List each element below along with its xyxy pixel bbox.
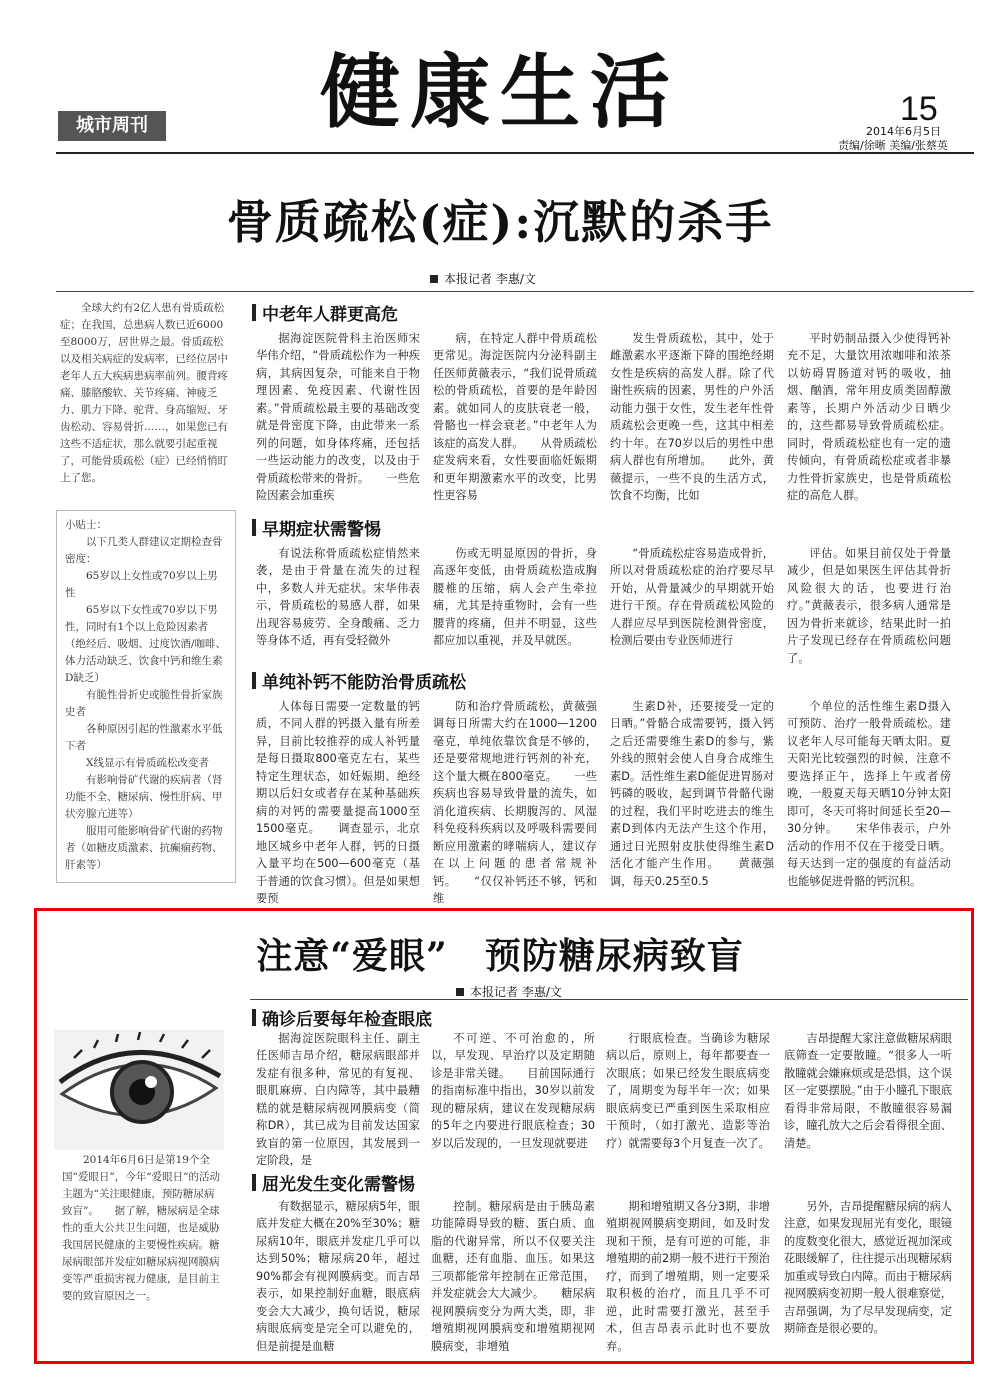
page-title: 健康生活 — [320, 45, 680, 139]
article-column: 行眼底检查。当确诊为糖尿病以后，原则上，每年都要查一次眼底；如果已经发生眼底病变了，周期变为每半年一次；如果眼底病变已严重到医生采取相应干预时，（如打激光、造影等治疗）就需要每3个月复查一次了。 — [606, 1032, 770, 1150]
article-column: 据海淀医院骨科主治医师宋华伟介绍，“骨质疏松作为一种疾病，其病因复杂，可能来自于物理因素、免疫因素、代谢性因素。”骨质疏松最主要的基础改变就是骨密度下降，由此带来一系列的问题，如身体疼痛，还包括一些运动能力的改变，以及由于骨质疏松带来的骨折。 一些危险因素会加重疾 — [256, 332, 420, 503]
article-column: 控制。糖尿病是由于胰岛素功能障碍导致的糖、蛋白质、血脂的代谢异常，所以不仅要关注血糖，还有血脂、血压。如果这三项都能常年控制在正常范围，并发症就会大大减少。 糖尿病视网膜病变分为两大类，即，非增殖期视网膜病变和增殖期视网膜病变，非增殖 — [431, 1200, 595, 1353]
issue-date: 2014年6月5日 — [866, 125, 941, 138]
article-headline: 骨质疏松(症):沉默的杀手 — [226, 195, 774, 249]
tips-item: 服用可能影响骨矿代谢的药物者（如糖皮质激素、抗癫痫药物、肝素等） — [65, 825, 223, 871]
tips-item: 各种原因引起的性激素水平低下者 — [65, 723, 223, 752]
article-column: 有数据显示，糖尿病5年，眼底并发症大概在20%至30%；糖尿病10年，眼底并发症几乎可以达到50%；糖尿病20年，超过90%都会有视网膜病变。而吉昂表示，如果控制好血糖，眼底病变会大大减少，换句话说，糖尿病眼底病变是完全可以避免的，但是前提是血糖 — [256, 1200, 420, 1353]
section-brand: 城市周刊 — [58, 111, 166, 141]
eye-photo — [54, 1030, 224, 1150]
article-lead: 全球大约有2亿人患有骨质疏松症；在我国，总患病人数已近6000至8000万，居世界之最。骨质疏松以及相关病症的发病率，已经位居中老年人五大疾病患病率前列。腰背疼痛、膝胳酸软、关节疼痛、神疲乏力、肌力下降、驼背、身高缩短、牙齿松动、容易骨折……，如果您已有这些不适症状，那么就要引起重视了，可能骨质疏松（症）已经悄悄盯上了您。 — [60, 302, 228, 484]
article-column: 不可逆、不可治愈的，所以，早发现、早治疗以及定期随诊是非常关键。 目前国际通行的指南标准中指出，30岁以前发现的糖尿病，建议在发现糖尿病的5年之内要进行眼底检查；30岁以后发现的，一旦发现就要进 — [431, 1032, 595, 1150]
section-heading: 确诊后要每年检查眼底 — [252, 1005, 432, 1030]
article-column: 人体每日需要一定数量的钙质，不同人群的钙摄入量有所差异，目前比较推荐的成人补钙量是每日摄取800毫克左右，某些特定生理状态，如妊娠期、绝经期以后妇女或者存在某种基础疾病的对钙的需要量提高1000至1500毫克。 调查显示，北京地区城乡中老年人群，钙的日摄入量平均在500—600毫克（基于普通的饮食习惯）。但是如果想要预 — [256, 700, 420, 906]
article-headline: 注意“爱眼” 预防糖尿病致盲 — [256, 935, 744, 977]
article-column: 伤或无明显原因的骨折，身高逐年变低，由骨质疏松造成胸腰椎的压缩，病人会产生牵拉痛，尤其是持重物时，会有一些腰背的疼痛，但并不明显，这些都应加以重视，并及早就医。 — [433, 547, 597, 648]
section-heading: 中老年人群更高危 — [252, 300, 398, 325]
tips-item: 65岁以上女性或70岁以上男性 — [65, 570, 218, 599]
article-column: 发生骨质疏松，其中，处于雌激素水平逐渐下降的围绝经期女性是疾病的高发人群。除了代谢性疾病的因素，男性的户外活动能力强于女性，发生老年性骨质疏松会更晚一些，这其中相差约十年。在70岁以后的男性中患病人群也有所增加。 此外，黄薇提示，一些不良的生活方式，饮食不均衡，比如 — [610, 332, 774, 503]
tips-box — [56, 510, 236, 883]
section-heading: 屈光发生变化需警惕 — [252, 1170, 415, 1195]
article-column: 生素D补，还要接受一定的日晒。”骨骼合成需要钙，摄入钙之后还需要维生素D的参与，紫外线的照射会使人自身合成维生素D。活性维生素D能促进胃肠对钙磷的吸收，起到调节骨骼代谢的过程，我们平时吃进去的维生素D到体内无法产生这个作用，通过日光照射皮肤使得维生素D活化才能产生作用。 黄薇强调，每天0.25至0.5 — [610, 700, 774, 888]
editor-credits: 责编/徐晰 美编/张蔡英 — [838, 139, 948, 152]
article-byline: 本报记者 李惠/文 — [456, 983, 562, 1000]
article-column: 另外，吉昂提醒糖尿病的病人注意，如果发现屈光有变化，眼镜的度数变化很大，感觉近视加深或花眼缓解了，往往提示出现糖尿病加重或导致白内障。而由于糖尿病视网膜病变初期一般人很难察觉，吉昂强调，为了尽早发现病变，定期筛查是很必要的。 — [784, 1200, 952, 1336]
article-column: 平时奶制品摄入少使得钙补充不足，大量饮用浓咖啡和浓茶以妨碍胃肠道对钙的吸收，抽烟、酗酒，常年用皮质类固醇激素等，长期户外活动少日晒少的，这些都易导致骨质疏松症。同时，骨质疏松症也有一定的遗传倾向，有骨质疏松症或者非暴力性骨折家族史，也是骨质疏松症的高危人群。 — [787, 332, 951, 503]
tips-item: 有脆性骨折史或脆性骨折家族史者 — [65, 689, 223, 718]
section-heading: 早期症状需警惕 — [252, 515, 381, 540]
article-column: 防和治疗骨质疏松，黄薇强调每日所需大约在1000—1200毫克，单纯依靠饮食是不够的，还是要常规地进行钙剂的补充，这个量大概在800毫克。 一些疾病也容易导致骨量的流失，如消化道疾病、长期腹泻的、风湿科免疫科疾病以及呼吸科需要间断应用激素的哮喘病人，建议存在以上问题的患者常规补钙。 “仅仅补钙还不够，钙和维 — [433, 700, 597, 906]
tips-item: 以下几类人群建议定期检查骨密度： — [65, 536, 223, 565]
tips-item: 65岁以下女性或70岁以下男性，同时有1个以上危险因素者（绝经后、吸烟、过度饮酒/咖啡、体力活动缺乏、饮食中钙和维生素D缺乏） — [65, 604, 227, 684]
article-column: 个单位的活性维生素D摄入可预防、治疗一般骨质疏松。建议老年人尽可能每天晒太阳。夏天阳光比较强烈的时候，注意不要选择正午，选择上午或者傍晚，一般夏天每天晒10分钟太阳即可，冬天可将时间延长至20—30分钟。 宋华伟表示，户外活动的作用不仅在于接受日晒。每天达到一定的强度的有益活动也能够促进骨骼的钙沉积。 — [787, 700, 951, 888]
article-column: 病，在特定人群中骨质疏松更常见。海淀医院内分泌科副主任医师黄薇表示，“我们说骨质疏松的骨质疏松，首要的是年龄因素。就如同人的皮肤衰老一般，骨骼也一样会衰老。”中老年人为该症的高发人群。 从骨质疏松症发病来看，女性要面临妊娠期和更年期激素水平的改变，比男性更容易 — [433, 332, 597, 503]
article-column: 据海淀医院眼科主任、副主任医师吉昂介绍，糖尿病眼部并发症有很多种，常见的有复视、眼肌麻痹、白内障等，其中最糟糕的就是糖尿病视网膜病变（简称DR），其已成为目前发达国家致盲的第一位原因，其发展到一定阶段，是 — [256, 1032, 420, 1168]
tips-item: X线显示有骨质疏松改变者 — [86, 757, 209, 769]
photo-caption: 2014年6月6日是第19个全国“爱眼日”，今年“爱眼日”的活动主题为“关注眼健康，预防糖尿病致盲”。 据了解，糖尿病是全球性的重大公共卫生问题，也是威胁我国居民健康的主要慢性疾病。糖尿病眼部并发症如糖尿病视网膜病变等严重损害视力健康，是目前主要的致盲原因之一。 — [62, 1154, 220, 1302]
article-column: 有说法称骨质疏松症悄然来袭，是由于骨量在流失的过程中，多数人并无症状。宋华伟表示，骨质疏松的易感人群，如果出现容易疲劳、全身酸痛、乏力等身体不适，再有受轻微外 — [256, 547, 420, 648]
article-column: 吉昂提醒大家注意做糖尿病眼底筛查一定要散瞳。“很多人一听散瞳就会嫌麻烦或是恐惧，这个误区一定要摆脱。”由于小瞳孔下眼底看得非常局限，不散瞳很容易漏诊，瞳孔放大之后会看得很全面、清楚。 — [784, 1032, 953, 1150]
headline-divider — [56, 291, 974, 292]
article-column: “骨质疏松症容易造成骨折，所以对骨质疏松症的治疗要尽早开始，从骨量减少的早期就开始进行干预。存在骨质疏松风险的人群应尽早到医院检测骨密度，检测后要由专业医师进行 — [610, 547, 774, 648]
article-column: 期和增殖期又各分3期，非增殖期视网膜病变期间，如及时发现和干预，是有可逆的可能，非增殖期的前2期一般不进行干预治疗，而到了增殖期，则一定要采取积极的治疗，而且几乎不可逆，此时需要打激光，甚至手术，但吉昂表示此时也不要放弃。 — [606, 1200, 770, 1353]
article-byline: 本报记者 李惠/文 — [430, 270, 536, 287]
masthead-divider — [56, 152, 974, 154]
section-heading: 单纯补钙不能防治骨质疏松 — [252, 668, 466, 693]
page-number: 15 — [900, 90, 938, 128]
tips-item: 有影响骨矿代谢的疾病者（肾功能不全、糖尿病、慢性肝病、甲状旁腺亢进等） — [65, 774, 223, 820]
article-column: 评估。如果目前仅处于骨量减少，但是如果医生评估其骨折风险很大的话，也要进行治疗。”黄薇表示，很多病人通常是因为骨折来就诊，结果此时一拍片子发现已经存在骨质疏松问题了。 — [787, 547, 951, 665]
tips-title: 小贴士： — [65, 519, 107, 531]
headline-divider — [250, 999, 968, 1000]
